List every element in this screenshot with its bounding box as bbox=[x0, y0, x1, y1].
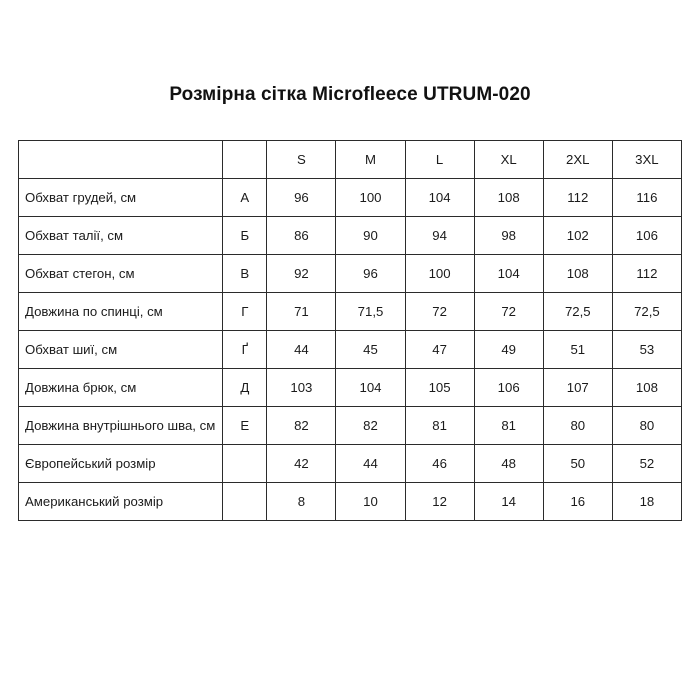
cell-value: 108 bbox=[612, 369, 681, 407]
cell-value: 42 bbox=[267, 445, 336, 483]
header-size-xl: XL bbox=[474, 141, 543, 179]
cell-value: 72,5 bbox=[612, 293, 681, 331]
header-blank-label bbox=[19, 141, 223, 179]
row-label: Довжина по спинці, см bbox=[19, 293, 223, 331]
size-chart-table bbox=[18, 140, 682, 521]
cell-value: 107 bbox=[543, 369, 612, 407]
row-label: Обхват стегон, см bbox=[19, 255, 223, 293]
cell-value: 51 bbox=[543, 331, 612, 369]
cell-value: 14 bbox=[474, 483, 543, 521]
cell-value: 71 bbox=[267, 293, 336, 331]
cell-value: 46 bbox=[405, 445, 474, 483]
cell-value: 49 bbox=[474, 331, 543, 369]
row-letter bbox=[223, 445, 267, 483]
table-row bbox=[19, 179, 682, 217]
cell-value: 44 bbox=[267, 331, 336, 369]
cell-value: 108 bbox=[543, 255, 612, 293]
table-row bbox=[19, 331, 682, 369]
header-size-s: S bbox=[267, 141, 336, 179]
cell-value: 72 bbox=[405, 293, 474, 331]
cell-value: 52 bbox=[612, 445, 681, 483]
cell-value: 53 bbox=[612, 331, 681, 369]
size-chart-container bbox=[18, 140, 682, 521]
cell-value: 16 bbox=[543, 483, 612, 521]
row-label: Обхват шиї, см bbox=[19, 331, 223, 369]
cell-value: 72 bbox=[474, 293, 543, 331]
row-letter bbox=[223, 483, 267, 521]
cell-value: 100 bbox=[405, 255, 474, 293]
row-letter: В bbox=[223, 255, 267, 293]
header-blank-letter bbox=[223, 141, 267, 179]
cell-value: 106 bbox=[612, 217, 681, 255]
table-row bbox=[19, 369, 682, 407]
cell-value: 86 bbox=[267, 217, 336, 255]
cell-value: 48 bbox=[474, 445, 543, 483]
row-label: Довжина внутрішнього шва, см bbox=[19, 407, 223, 445]
cell-value: 102 bbox=[543, 217, 612, 255]
cell-value: 80 bbox=[612, 407, 681, 445]
cell-value: 108 bbox=[474, 179, 543, 217]
page-title: Розмірна сітка Microfleece UTRUM-020 bbox=[169, 84, 531, 105]
cell-value: 112 bbox=[543, 179, 612, 217]
cell-value: 98 bbox=[474, 217, 543, 255]
cell-value: 94 bbox=[405, 217, 474, 255]
row-label: Європейський розмір bbox=[19, 445, 223, 483]
cell-value: 12 bbox=[405, 483, 474, 521]
row-letter: Е bbox=[223, 407, 267, 445]
cell-value: 44 bbox=[336, 445, 405, 483]
cell-value: 81 bbox=[474, 407, 543, 445]
table-row bbox=[19, 407, 682, 445]
header-size-m: M bbox=[336, 141, 405, 179]
header-size-3xl: 3XL bbox=[612, 141, 681, 179]
table-body bbox=[19, 179, 682, 521]
row-label: Обхват талії, см bbox=[19, 217, 223, 255]
cell-value: 50 bbox=[543, 445, 612, 483]
cell-value: 92 bbox=[267, 255, 336, 293]
table-row bbox=[19, 483, 682, 521]
cell-value: 71,5 bbox=[336, 293, 405, 331]
cell-value: 18 bbox=[612, 483, 681, 521]
cell-value: 82 bbox=[336, 407, 405, 445]
header-size-2xl: 2XL bbox=[543, 141, 612, 179]
table-row bbox=[19, 445, 682, 483]
cell-value: 96 bbox=[267, 179, 336, 217]
row-letter: Д bbox=[223, 369, 267, 407]
cell-value: 81 bbox=[405, 407, 474, 445]
cell-value: 72,5 bbox=[543, 293, 612, 331]
cell-value: 106 bbox=[474, 369, 543, 407]
cell-value: 104 bbox=[336, 369, 405, 407]
cell-value: 10 bbox=[336, 483, 405, 521]
table-row bbox=[19, 255, 682, 293]
cell-value: 96 bbox=[336, 255, 405, 293]
cell-value: 45 bbox=[336, 331, 405, 369]
row-label: Обхват грудей, см bbox=[19, 179, 223, 217]
cell-value: 8 bbox=[267, 483, 336, 521]
table-row bbox=[19, 217, 682, 255]
header-size-l: L bbox=[405, 141, 474, 179]
row-letter: Ґ bbox=[223, 331, 267, 369]
cell-value: 105 bbox=[405, 369, 474, 407]
table-header bbox=[19, 141, 682, 179]
cell-value: 103 bbox=[267, 369, 336, 407]
row-label: Довжина брюк, см bbox=[19, 369, 223, 407]
cell-value: 80 bbox=[543, 407, 612, 445]
cell-value: 100 bbox=[336, 179, 405, 217]
row-letter: Г bbox=[223, 293, 267, 331]
cell-value: 104 bbox=[405, 179, 474, 217]
cell-value: 47 bbox=[405, 331, 474, 369]
row-label: Американський розмір bbox=[19, 483, 223, 521]
cell-value: 116 bbox=[612, 179, 681, 217]
cell-value: 90 bbox=[336, 217, 405, 255]
cell-value: 112 bbox=[612, 255, 681, 293]
row-letter: А bbox=[223, 179, 267, 217]
cell-value: 104 bbox=[474, 255, 543, 293]
header-row bbox=[19, 141, 682, 179]
table-row bbox=[19, 293, 682, 331]
row-letter: Б bbox=[223, 217, 267, 255]
cell-value: 82 bbox=[267, 407, 336, 445]
